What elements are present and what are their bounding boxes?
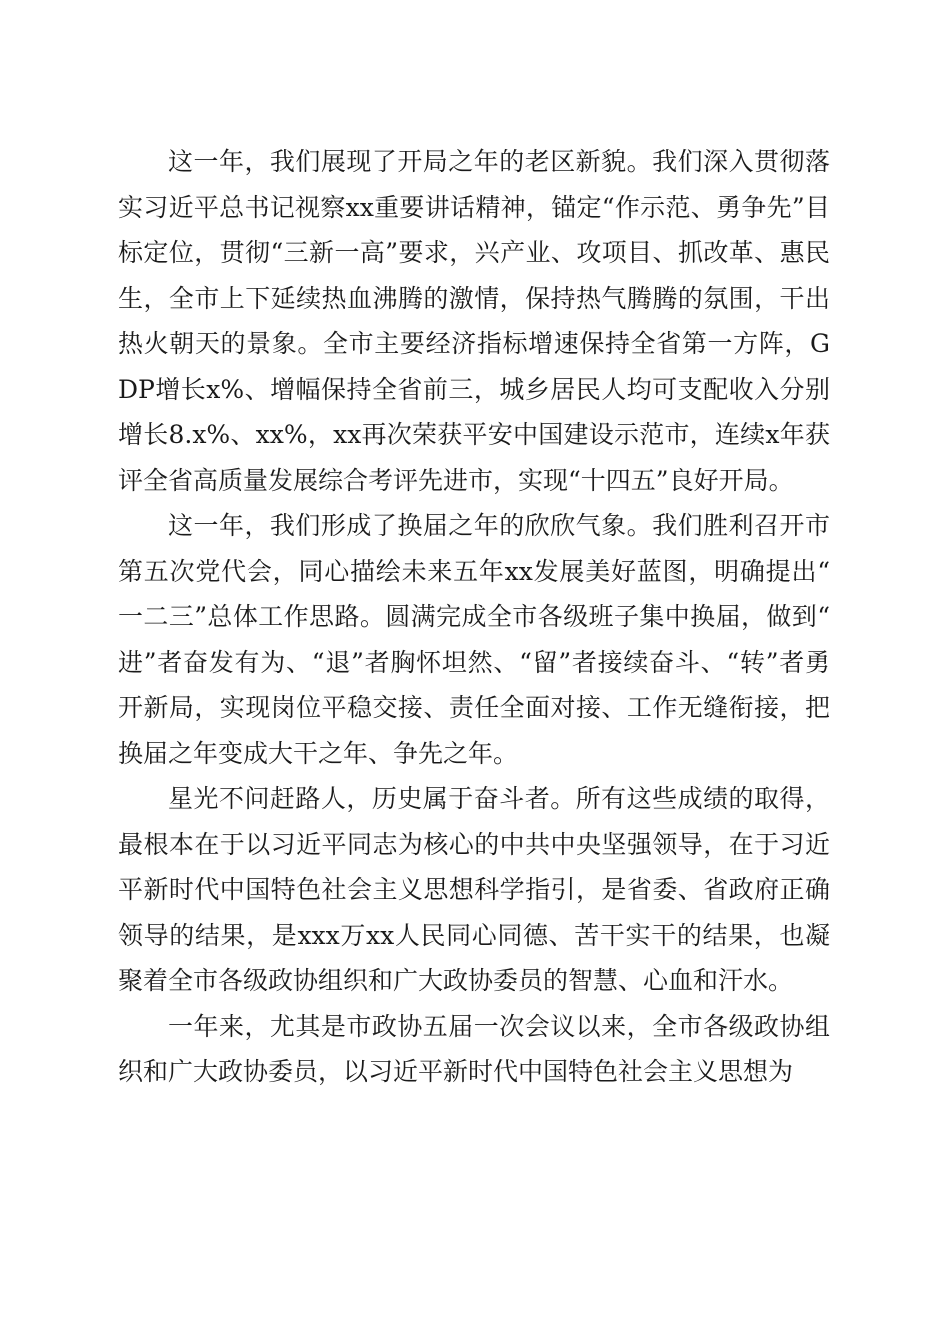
paragraph-1: 这一年，我们展现了开局之年的老区新貌。我们深入贯彻落实习近平总书记视察xx重要讲话精神，锚定“作示范、勇争先”目标定位，贯彻“三新一高”要求，兴产业、攻项目、抓改革、惠民生，全市上下延续热血沸腾的激情，保持热气腾腾的氛围，干出热火朝天的景象。全市主要经济指标增速保持全省第一方阵，GDP增长x%、增幅保持全省前三，城乡居民人均可支配收入分别增长8.x%、xx%，xx再次荣获平安中国建设示范市，连续x年获评全省高质量发展综合考评先进市，实现“十四五”良好开局。 bbox=[118, 147, 830, 495]
paragraph-2: 这一年，我们形成了换届之年的欣欣气象。我们胜利召开市第五次党代会，同心描绘未来五年xx发展美好蓝图，明确提出“一二三”总体工作思路。圆满完成全市各级班子集中换届，做到“进”者奋发有为、“退”者胸怀坦然、“留”者接续奋斗、“转”者勇开新局，实现岗位平稳交接、责任全面对接、工作无缝衔接，把换届之年变成大干之年、争先之年。 bbox=[118, 511, 830, 768]
paragraph-4: 一年来，尤其是市政协五届一次会议以来，全市各级政协组织和广大政协委员，以习近平新时代中国特色社会主义思想为 bbox=[118, 1011, 830, 1086]
document-body bbox=[118, 139, 830, 1095]
paragraph-3: 星光不问赶路人，历史属于奋斗者。所有这些成绩的取得，最根本在于以习近平同志为核心的中共中央坚强领导，在于习近平新时代中国特色社会主义思想科学指引，是省委、省政府正确领导的结果，是xxx万xx人民同心同德、苦干实干的结果，也凝聚着全市各级政协组织和广大政协委员的智慧、心血和汗水。 bbox=[118, 784, 830, 995]
